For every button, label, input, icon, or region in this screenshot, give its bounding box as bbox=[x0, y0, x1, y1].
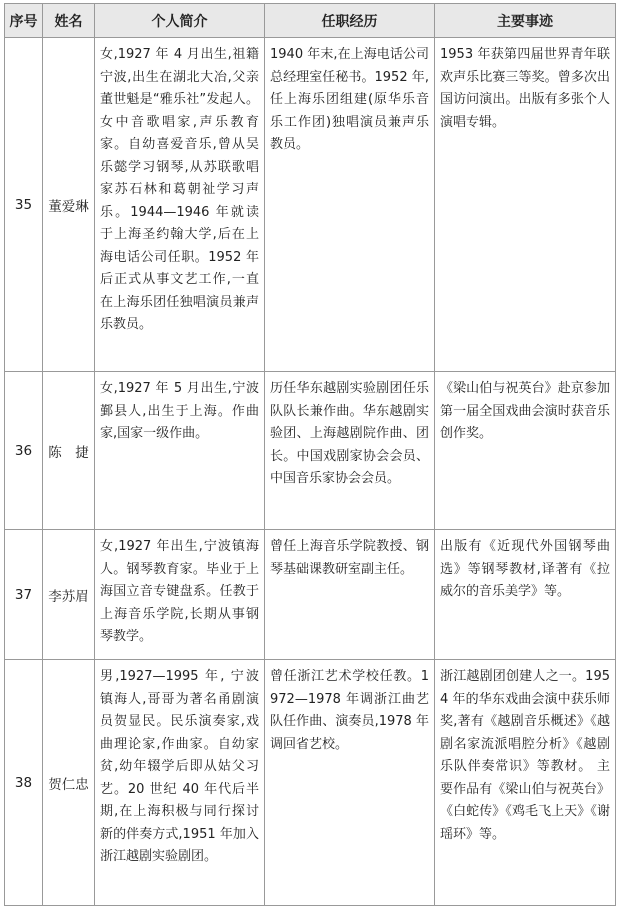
header-career: 任职经历 bbox=[265, 4, 435, 38]
biography-table bbox=[4, 3, 616, 906]
person-name: 李苏眉 bbox=[43, 530, 95, 660]
career-cell: 曾任浙江艺术学校任教。1972—1978 年调浙江曲艺队任作曲、演奏员,1978 年调回省艺校。 bbox=[265, 660, 435, 906]
header-no: 序号 bbox=[5, 4, 43, 38]
career-cell: 1940 年末,在上海电话公司总经理室任秘书。1952 年,任上海乐团组建(原华乐音乐工作团)独唱演员兼声乐教员。 bbox=[265, 38, 435, 372]
career-cell: 曾任上海音乐学院教授、钢琴基础课教研室副主任。 bbox=[265, 530, 435, 660]
profile-cell: 女,1927 年出生,宁波镇海人。钢琴教育家。毕业于上海国立音专键盘系。任教于上海音乐学院,长期从事钢琴教学。 bbox=[95, 530, 265, 660]
profile-cell: 女,1927 年 5 月出生,宁波鄞县人,出生于上海。作曲家,国家一级作曲。 bbox=[95, 372, 265, 530]
career-cell: 历任华东越剧实验剧团任乐队队长兼作曲。华东越剧实验团、上海越剧院作曲、团长。中国戏剧家协会会员、中国音乐家协会会员。 bbox=[265, 372, 435, 530]
table-row bbox=[5, 660, 616, 906]
achievements-cell: 出版有《近现代外国钢琴曲选》等钢琴教材,译著有《拉威尔的音乐美学》等。 bbox=[435, 530, 616, 660]
profile-cell: 女,1927 年 4 月出生,祖籍宁波,出生在湖北大冶,父亲董世魁是“雅乐社”发起人。女中音歌唱家,声乐教育家。自幼喜爱音乐,曾从吴乐懿学习钢琴,从苏联歌唱家苏石林和葛朝祉学习声乐。1944—1946 年就读于上海圣约翰大学,后在上海电话公司任职。1952 年后正式从事文艺工作,一直在上海乐团任独唱演员兼声乐教员。 bbox=[95, 38, 265, 372]
person-name: 贺仁忠 bbox=[43, 660, 95, 906]
header-profile: 个人简介 bbox=[95, 4, 265, 38]
achievements-cell: 浙江越剧团创建人之一。1954 年的华东戏曲会演中获乐师奖,著有《越剧音乐概述》《越剧名家流派唱腔分析》《越剧乐队伴奏常识》等教材。 主要作品有《梁山伯与祝英台》《白蛇传》《鸡毛飞上天》《谢瑶环》等。 bbox=[435, 660, 616, 906]
achievements-cell: 1953 年获第四届世界青年联欢声乐比赛三等奖。曾多次出国访问演出。出版有多张个人演唱专辑。 bbox=[435, 38, 616, 372]
row-number: 37 bbox=[5, 530, 43, 660]
table-row bbox=[5, 530, 616, 660]
row-number: 38 bbox=[5, 660, 43, 906]
row-number: 36 bbox=[5, 372, 43, 530]
person-name: 董爱琳 bbox=[43, 38, 95, 372]
header-achievements: 主要事迹 bbox=[435, 4, 616, 38]
table-row bbox=[5, 38, 616, 372]
header-row bbox=[5, 4, 616, 38]
row-number: 35 bbox=[5, 38, 43, 372]
profile-cell: 男,1927—1995 年, 宁波镇海人,哥哥为著名甬剧演员贺显民。民乐演奏家,戏曲理论家,作曲家。自幼家贫,幼年辍学后即从姑父习艺。20 世纪 40 年代后半期,在上海积极与同行探讨新的伴奏方式,1951 年加入浙江越剧实验剧团。 bbox=[95, 660, 265, 906]
person-name: 陈 捷 bbox=[43, 372, 95, 530]
achievements-cell: 《梁山伯与祝英台》赴京参加第一届全国戏曲会演时获音乐创作奖。 bbox=[435, 372, 616, 530]
table-row bbox=[5, 372, 616, 530]
header-name: 姓名 bbox=[43, 4, 95, 38]
